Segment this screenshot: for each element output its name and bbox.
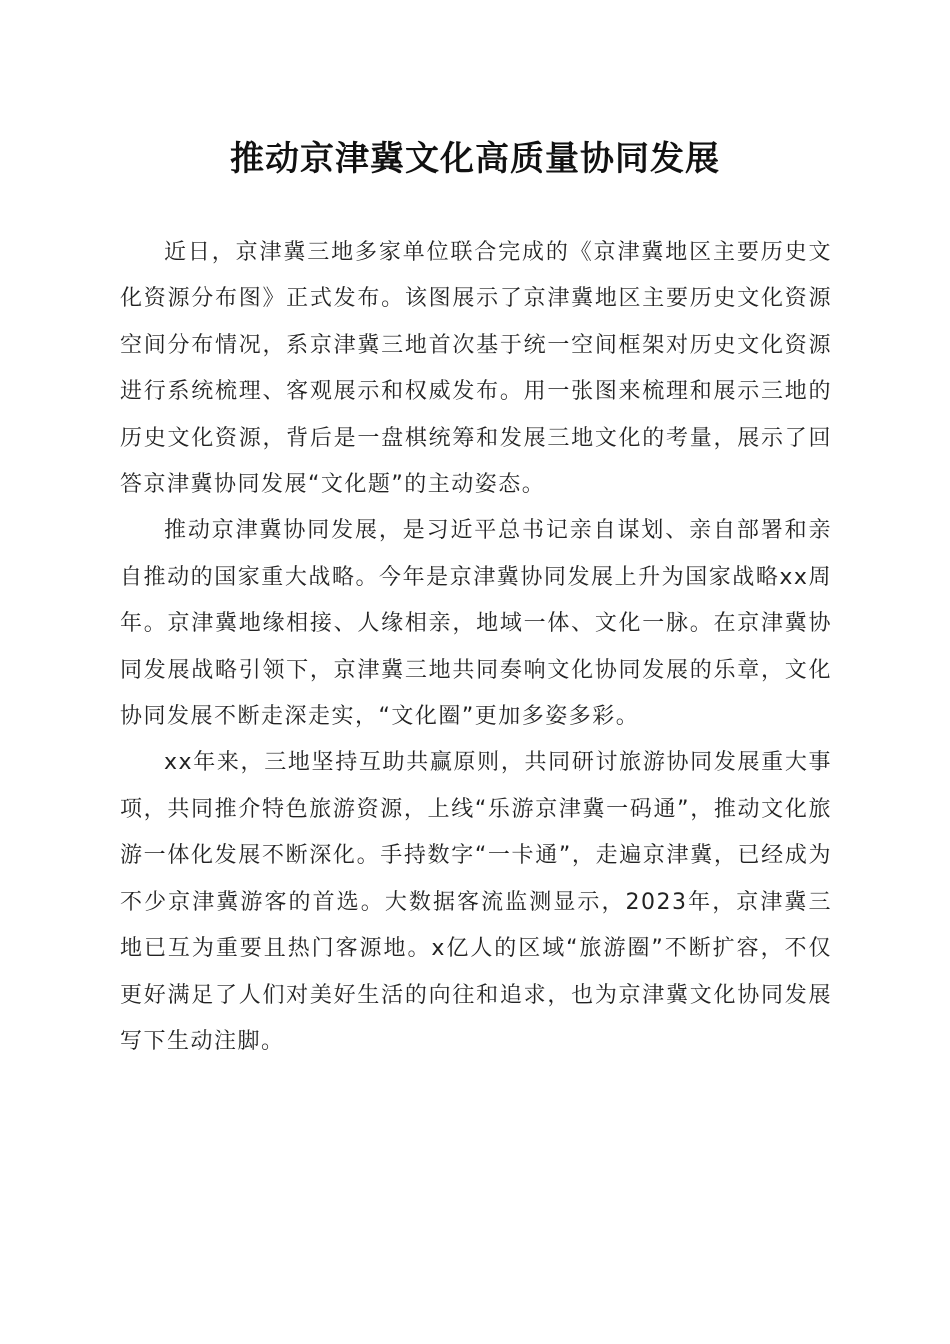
paragraph: xx年来，三地坚持互助共赢原则，共同研讨旅游协同发展重大事项，共同推介特色旅游资源，上线“乐游京津冀一码通”，推动文化旅游一体化发展不断深化。手持数字“一卡通”，走遍京津冀，已经成为不少京津冀游客的首选。大数据客流监测显示，2023年，京津冀三地已互为重要且热门客源地。x亿人的区域“旅游圈”不断扩容，不仅更好满足了人们对美好生活的向往和追求，也为京津冀文化协同发展写下生动注脚。 bbox=[120, 750, 832, 1054]
document-body bbox=[120, 230, 832, 1065]
paragraph: 近日，京津冀三地多家单位联合完成的《京津冀地区主要历史文化资源分布图》正式发布。该图展示了京津冀地区主要历史文化资源空间分布情况，系京津冀三地首次基于统一空间框架对历史文化资源进行系统梳理、客观展示和权威发布。用一张图来梳理和展示三地的历史文化资源，背后是一盘棋统筹和发展三地文化的考量，展示了回答京津冀协同发展“文化题”的主动姿态。 bbox=[120, 240, 832, 498]
document-title: 推动京津冀文化高质量协同发展 bbox=[230, 139, 720, 179]
paragraph: 推动京津冀协同发展，是习近平总书记亲自谋划、亲自部署和亲自推动的国家重大战略。今年是京津冀协同发展上升为国家战略xx周年。京津冀地缘相接、人缘相亲，地域一体、文化一脉。在京津冀协同发展战略引领下，京津冀三地共同奏响文化协同发展的乐章，文化协同发展不断走深走实，“文化圈”更加多姿多彩。 bbox=[120, 518, 832, 730]
